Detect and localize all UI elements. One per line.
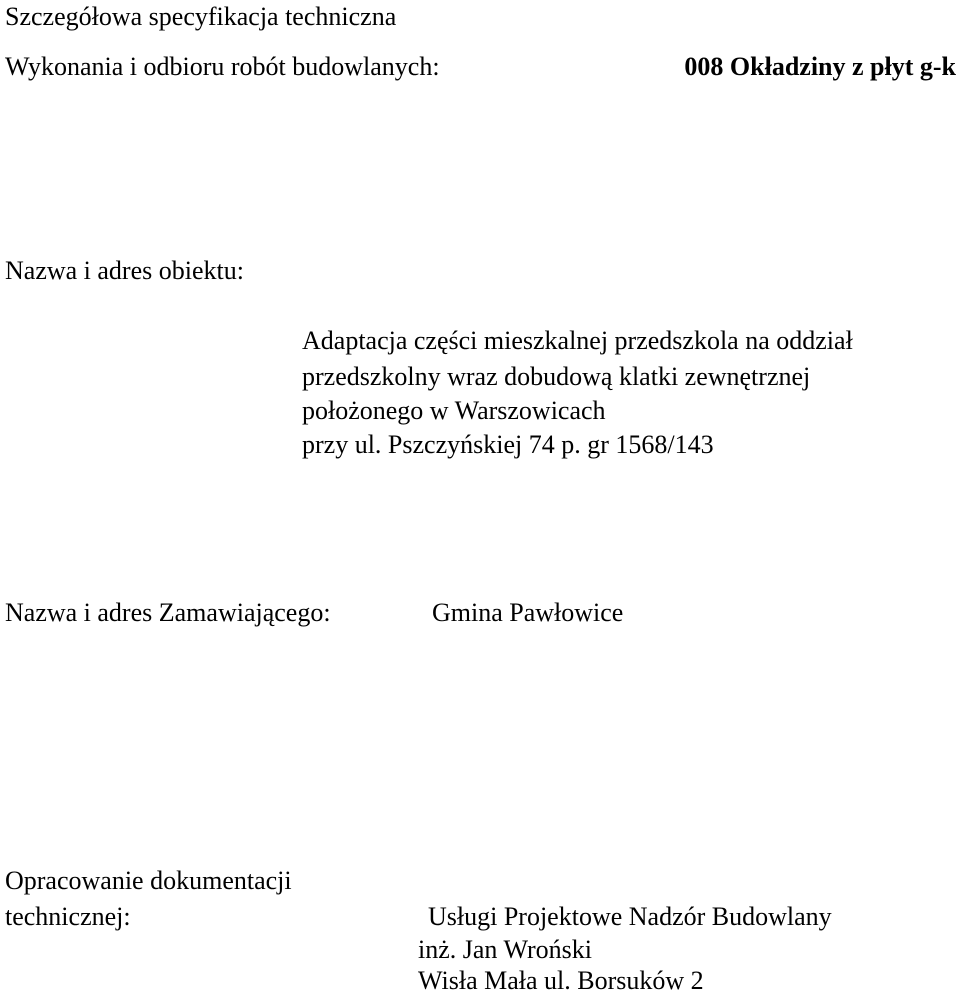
author-line: Wisła Mała ul. Borsuków 2 <box>418 966 704 995</box>
object-address-line: Adaptacja części mieszkalnej przedszkola na oddział <box>302 326 853 355</box>
spec-section-name: 008 Okładziny z płyt g-k <box>684 52 956 81</box>
client-label: Nazwa i adres Zamawiającego: <box>5 598 331 627</box>
client-name: Gmina Pawłowice <box>432 598 624 627</box>
documentation-label: technicznej: <box>5 902 131 931</box>
object-address-line: przedszkolny wraz dobudową klatki zewnętrznej <box>302 362 811 391</box>
author-line: inż. Jan Wroński <box>418 935 592 964</box>
spec-subtitle: Wykonania i odbioru robót budowlanych: <box>5 52 440 81</box>
documentation-label: Opracowanie dokumentacji <box>5 866 292 895</box>
object-address-line: przy ul. Pszczyńskiej 74 p. gr 1568/143 <box>302 430 714 459</box>
object-address-line: położonego w Warszowicach <box>302 396 606 425</box>
spec-title: Szczegółowa specyfikacja techniczna <box>5 2 397 31</box>
author-line: Usługi Projektowe Nadzór Budowlany <box>428 902 832 931</box>
object-label: Nazwa i adres obiektu: <box>5 256 244 285</box>
